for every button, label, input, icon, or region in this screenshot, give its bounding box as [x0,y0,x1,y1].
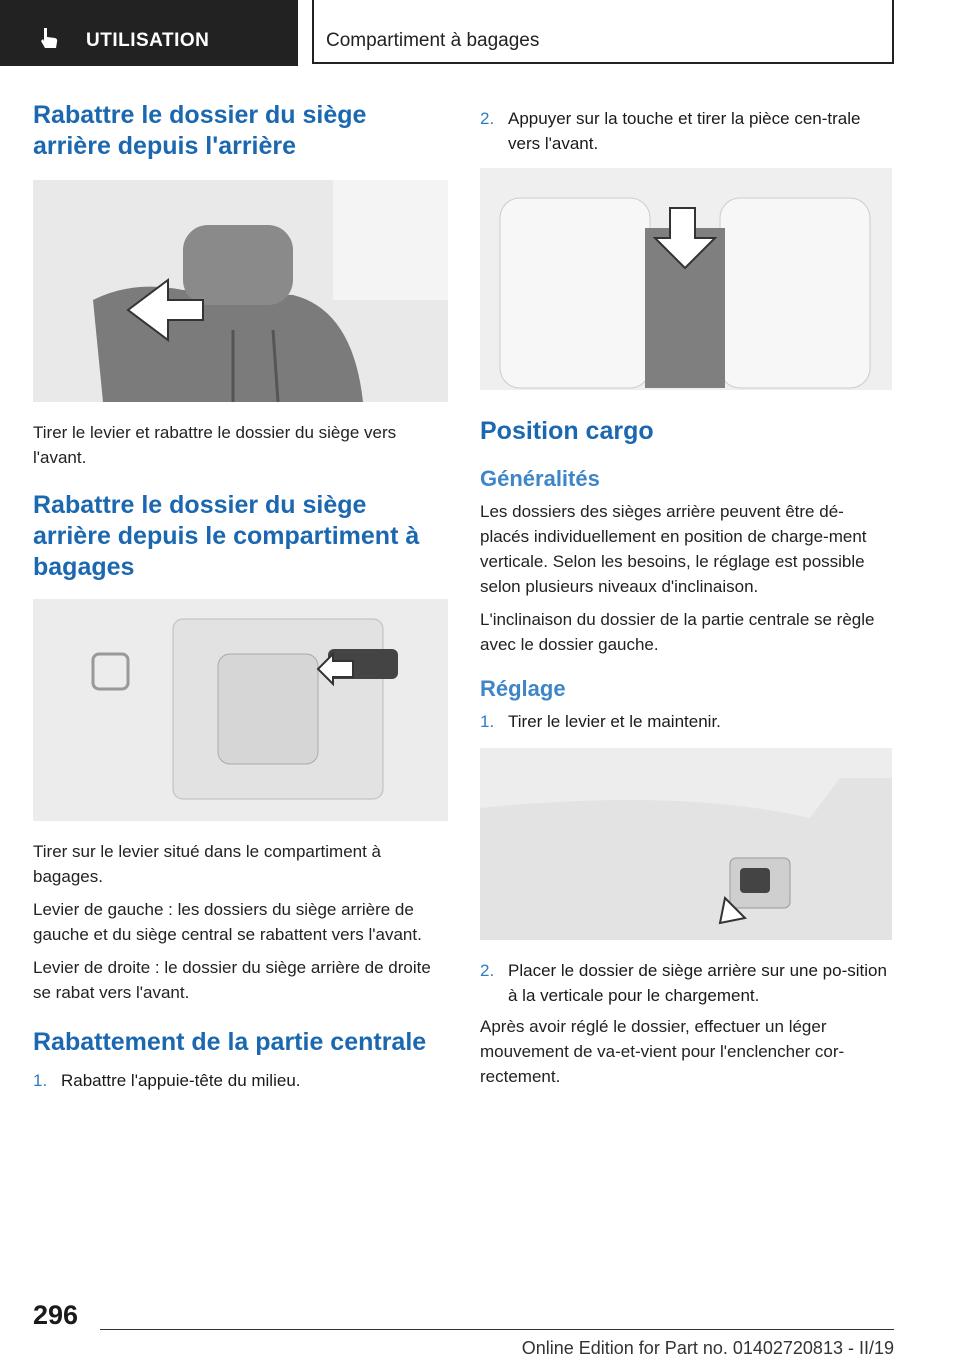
paragraph-pull-trunk-lever: Tirer sur le levier situé dans le compartiment à bagages. [33,842,382,886]
paragraph-cargo-general: Les dossiers des sièges arrière peuvent être dé-placés individuellement en position de charge-ment verticale. Selon les besoins, le réglage est possible selon plusieurs niveaux d'inclinaison. [480,502,867,596]
figure-rear-seat-lever [33,180,448,402]
paragraph-left-lever: Levier de gauche : les dossiers du siège arrière de gauche et du siège central se rabattent vers l'avant. [33,900,422,944]
subheading-general: Généralités [480,466,600,491]
figure-trunk-lever [33,599,448,821]
paragraph-after-adjust: Après avoir réglé le dossier, effectuer un léger mouvement de va-et-vient pour l'enclencher cor-rectement. [480,1017,845,1086]
chapter-title: Compartiment à bagages [326,30,540,51]
paragraph-right-lever: Levier de droite : le dossier du siège arrière de droite se rabat vers l'avant. [33,958,431,1002]
footer-divider [100,1329,894,1330]
edition-note: Online Edition for Part no. 01402720813 - II/19 [521,1338,894,1358]
heading-center-section: Rabattement de la partie centrale [33,1028,427,1056]
figure-center-piece [480,168,892,390]
heading-fold-from-trunk: Rabattre le dossier du siège arrière depuis le compartiment à bagages [33,491,420,581]
step-text: Rabattre l'appuie-tête du milieu. [61,1071,301,1090]
left-column [33,100,448,1099]
step-text: Appuyer sur la touche et tirer la pièce cen-trale vers l'avant. [508,109,861,153]
right-column [480,106,892,1097]
paragraph-center-tilt: L'inclinaison du dossier de la partie centrale se règle avec le dossier gauche. [480,610,875,654]
step-number: 2. [480,961,495,980]
step-item [480,106,892,156]
step-number: 1. [33,1071,48,1090]
page-header [0,0,960,68]
figure-cargo-lever [480,748,892,940]
heading-fold-from-rear: Rabattre le dossier du siège arrière depuis l'arrière [33,101,367,160]
paragraph-pull-lever: Tirer le levier et rabattre le dossier du siège vers l'avant. [33,423,397,467]
step-number: 2. [480,109,495,128]
subheading-adjustment: Réglage [480,676,566,701]
step-text: Tirer le levier et le maintenir. [508,712,721,731]
heading-cargo-position: Position cargo [480,417,654,445]
section-title: UTILISATION [86,30,210,51]
hand-pointer-icon [38,26,60,50]
step-item [480,958,892,1008]
step-item [480,709,892,734]
step-text: Placer le dossier de siège arrière sur une po-sition à la verticale pour le chargement. [508,961,887,1005]
step-item [33,1068,448,1093]
section-tab [0,0,298,66]
step-number: 1. [480,712,495,731]
page-number: 296 [33,1300,79,1330]
